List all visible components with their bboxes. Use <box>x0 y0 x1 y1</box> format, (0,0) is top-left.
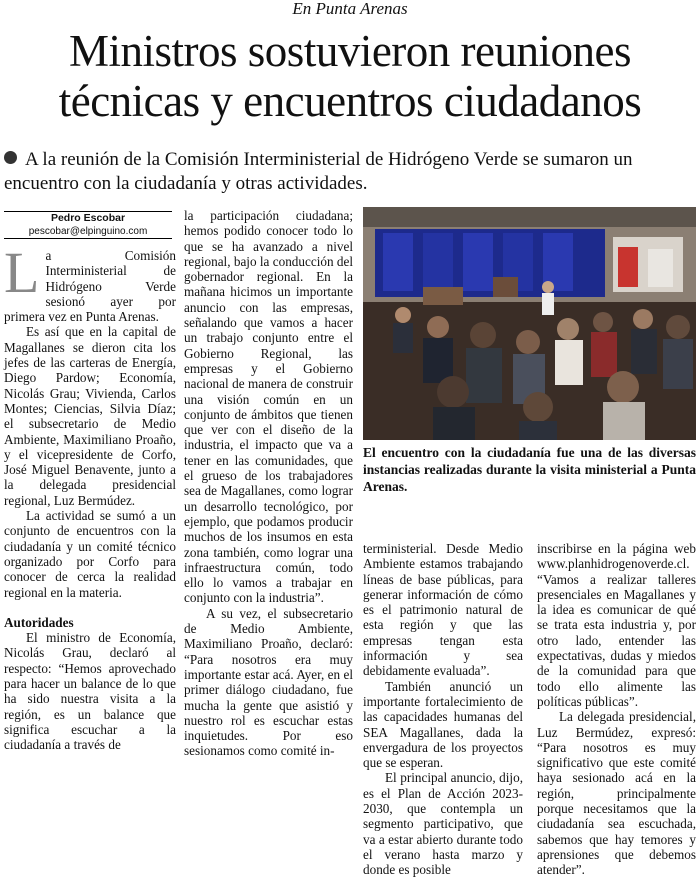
paragraph: A su vez, el subsecretario de Medio Ambiente, Maximiliano Proaño, declaró: “Para nosotros era muy importante estar acá. Ayer, en el primer diálogo ciudadano, fue mucha la gente que asistió y nuestro rol es escuchar estas inquietudes. Por eso sesionamos como comité in- <box>184 605 353 759</box>
citizen-meeting-image <box>363 207 696 440</box>
deck <box>4 148 696 196</box>
article-column-4 <box>537 541 696 878</box>
subhead: Autoridades <box>4 614 74 630</box>
drop-cap: L <box>4 240 40 305</box>
article-column-1 <box>4 240 176 753</box>
headline-line-1: Ministros sostuvieron reuniones <box>69 26 631 76</box>
bullet-icon <box>4 151 17 164</box>
paragraph: También anunció un importante fortalecimiento de las capacidades humanas del SEA Magallanes, dada la envergadura de los proyectos que se esperan. <box>363 678 523 771</box>
byline <box>4 211 172 239</box>
paragraph: terministerial. Desde Medio Ambiente estamos trabajando líneas de base públicas, para generar información de cómo es el patrimonio natural de esta región y que las empresas tengan esta información y sea debidamente evaluada”. <box>363 541 523 679</box>
lead-paragraph <box>4 240 176 325</box>
author-email[interactable]: pescobar@elpinguino.com <box>28 226 148 237</box>
paragraph: La delegada presidencial, Luz Bermúdez, expresó: “Para nosotros es muy significativo que este comité haya sesionado acá en la región, principalmente porque necesitamos que la ciudadanía sea escuchada, sabemos que hay temores y aprensiones que debemos atender”. <box>537 709 696 878</box>
paragraph: Es así que en la capital de Magallanes se dieron cita los jefes de las carteras de Energía, Diego Pardow; Economía, Nicolás Grau; Vivienda, Carlos Montes; Ciencias, Silvia Díaz; el subsecretario de Medio Ambiente, Maximiliano Proaño, y el vicepresidente de Corfo, José Miguel Benavente, junto a la delegada presidencial regional, Luz Bermúdez. <box>4 324 176 508</box>
article-column-3 <box>363 541 523 878</box>
event-photo <box>363 207 696 440</box>
article-column-2 <box>184 208 353 759</box>
paragraph: La actividad se sumó a un conjunto de encuentros con la ciudadanía y un comité técnico organizado por Corfo para conocer de cerca la realidad regional en la materia. <box>4 508 176 600</box>
headline-line-2: técnicas y encuentros ciudadanos <box>58 76 642 126</box>
kicker: En Punta Arenas <box>292 0 408 18</box>
headline <box>0 26 700 126</box>
paragraph: El principal anuncio, dijo, es el Plan de Acción 2023-2030, que contempla un segmento participativo, que va a estar abierto durante todo el verano hasta marzo y donde es posible <box>363 770 523 878</box>
photo-caption: El encuentro con la ciudadanía fue una de las diversas instancias realizadas durante la visita ministerial a Punta Arenas. <box>363 445 696 494</box>
author-name: Pedro Escobar <box>50 212 126 224</box>
paragraph: la participación ciudadana; hemos podido conocer todo lo que se ha avanzado a nivel regional, bajo la conducción del gobernador regional. En la mañana hicimos un importante anuncio con las empresas, señalando que vamos a hacer un trabajo conjunto entre el Gobierno Regional, las empresas y el Gobierno nacional de manera de construir una visión común en un conjunto de ámbitos que tienen que ver con el diseño de la industria, el impacto que va a tener en las comunidades, que el grueso de los trabajadores sea de Magallanes, como lograr un desarrollo tecnológico, por ejemplo, que podamos producir muchos de los insumos en esta zona también, como lograr una infraestructura común, todo ello lo vamos a trabajar en conjunto con la industria”. <box>184 208 353 606</box>
deck-text: A la reunión de la Comisión Interministerial de Hidrógeno Verde se sumaron un encuentro con la ciudadanía y otras actividades. <box>4 149 633 194</box>
paragraph: inscribirse en la página web www.planhidrogenoverde.cl. “Vamos a realizar talleres presenciales en Magallanes y la idea es comunicar de qué se trata esta industria y, por otro lado, entender las expectativas, dudas y miedos de la comunidad para que todo ello alimente las políticas públicas”. <box>537 541 696 709</box>
paragraph: El ministro de Economía, Nicolás Grau, declaró al respecto: “Hemos aprovechado para hacer un balance de lo que ha sido nuestra visita a la región, es un balance que significa escuchar a la ciudadanía a través de <box>4 630 176 753</box>
lead-text: a Comisión Interministerial de Hidrógeno Verde sesionó ayer por primera vez en Punta Arenas. <box>4 248 176 325</box>
